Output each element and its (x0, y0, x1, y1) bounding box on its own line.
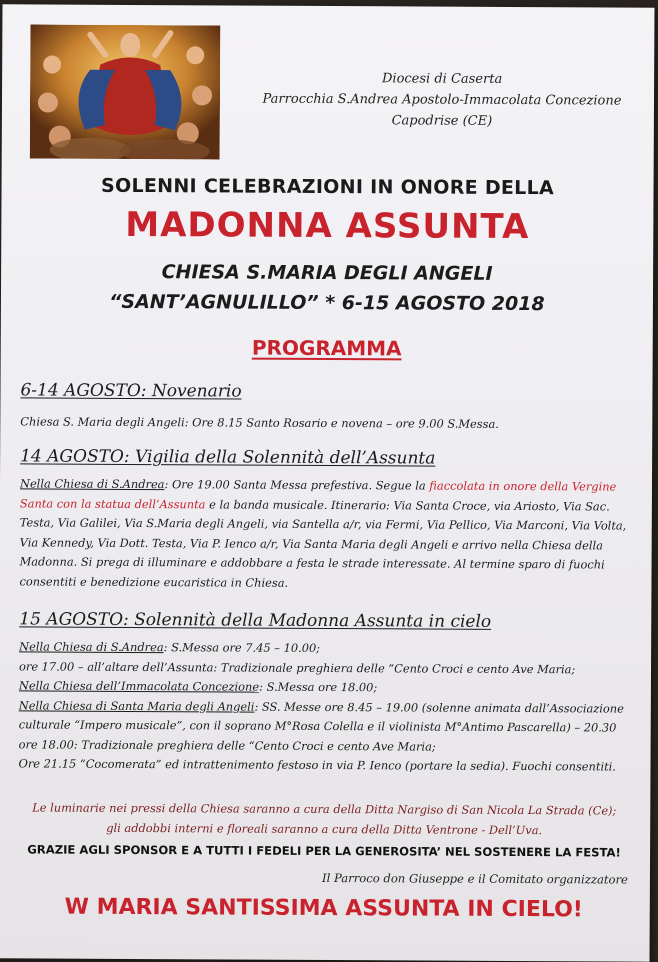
solennita-line-4 (19, 696, 635, 758)
title-madonna-assunta: MADONNA ASSUNTA (125, 204, 530, 248)
signature-line: Il Parroco don Giuseppe e il Comitato organizzatore (322, 870, 628, 887)
parish-name: Parrocchia S.Andrea Apostolo-Immacolata Concezione (262, 91, 622, 109)
section-solennita-heading: 15 AGOSTO: Solennità della Madonna Assunta in cielo (19, 609, 492, 632)
solennita-line-3 (19, 676, 635, 699)
solennita-l3-lead: Nella Chiesa dell’Immacolata Concezione (18, 678, 260, 694)
section-novenario-text: Chiesa S. Maria degli Angeli: Ore 8.15 Santo Rosario e novena – ore 9.00 S.Messa. (20, 414, 499, 431)
solennita-line-5: Ore 21.15 “Cocomerata” ed intrattenimento festoso in via P. Ienco (portare la sedia). Fuochi consentiti. (18, 756, 616, 774)
solennita-l1-lead: Nella Chiesa di S.Andrea (19, 639, 164, 655)
final-acclamation: W MARIA SANTISSIMA ASSUNTA IN CIELO! (64, 894, 583, 923)
vigilia-text-a: : Ore 19.00 Santa Messa prefestiva. Segue la (164, 477, 430, 493)
section-vigilia-heading: 14 AGOSTO: Vigilia della Solennità dell’Assunta (20, 446, 436, 469)
diocese-name: Diocesi di Caserta (381, 71, 503, 87)
thanks-line: GRAZIE AGLI SPONSOR E A TUTTI I FEDELI PER LA GENEROSITA’ NEL SOSTENERE LA FESTA! (27, 842, 621, 860)
town-name: Capodrise (CE) (391, 113, 493, 129)
solennita-line-1 (19, 637, 635, 660)
solennita-l1-text: : S.Messa ore 7.45 – 10.00; (163, 640, 321, 655)
title-dates: “SANT’AGNULILLO” * 6-15 AGOSTO 2018 (109, 290, 545, 316)
section-solennita-text (18, 637, 635, 777)
vigilia-text-b: e la banda musicale. Itinerario: Via Santa Croce, via Ariosto, Via Sac. Testa, Via Galilei, Via S.Maria degli Angeli, via Santella a/r, via Fermi, Via Pellico, Via Marconi, Via Volta, Via Kennedy, Via Dott. Testa, Via P. Ienco a/r, Via Santa Maria degli Angeli e arrivo nella Chiesa della Madonna. Si prega di illuminare e addobbare a festa le strade interessate. Al termine sparo di fuochi consentiti e benedizione eucaristica in Chiesa. (19, 496, 627, 590)
solennita-l3-text: : S.Messa ore 18.00; (259, 679, 378, 695)
vigilia-fiaccolata: fiaccolata in onore della Vergine Santa con la statua dell’Assunta (19, 478, 617, 511)
solennita-l4-text: : SS. Messe ore 8.45 – 19.00 (solenne animata dall’Associazione culturale “Impero musicale”, con il soprano M°Rosa Colella e il violinista M°Antimo Pascarella) – 20.30 ore 18.00: Tradizionale preghiera delle “Cento Croci e cento Ave Maria; (18, 699, 624, 754)
solennita-line-2: ore 17.00 – all’altare dell’Assunta: Tradizionale preghiera delle “Cento Croci e cento Ave Maria; (19, 658, 576, 676)
programma-label: PROGRAMMA (251, 335, 402, 361)
title-church: CHIESA S.MARIA DEGLI ANGELI (161, 261, 493, 285)
section-vigilia-text (19, 474, 636, 594)
painting-image (30, 24, 221, 159)
section-novenario-heading: 6-14 AGOSTO: Novenario (20, 380, 242, 402)
assumption-painting (30, 24, 221, 159)
flyer-sheet (0, 4, 654, 961)
title-celebrations: SOLENNI CELEBRAZIONI IN ONORE DELLA (100, 174, 555, 200)
diocese-header (242, 68, 642, 133)
addobbi-note: gli addobbi interni e floreali saranno a cura della Ditta Ventrone - Dell’Uva. (106, 820, 543, 838)
solennita-l4-lead: Nella Chiesa di Santa Maria degli Angeli (18, 697, 255, 714)
luminarie-note: Le luminarie nei pressi della Chiesa saranno a cura della Ditta Nargiso di San Nicola La Strada (Ce); (32, 800, 617, 818)
programma-heading (1, 334, 653, 361)
vigilia-lead: Nella Chiesa di S.Andrea (19, 476, 165, 492)
